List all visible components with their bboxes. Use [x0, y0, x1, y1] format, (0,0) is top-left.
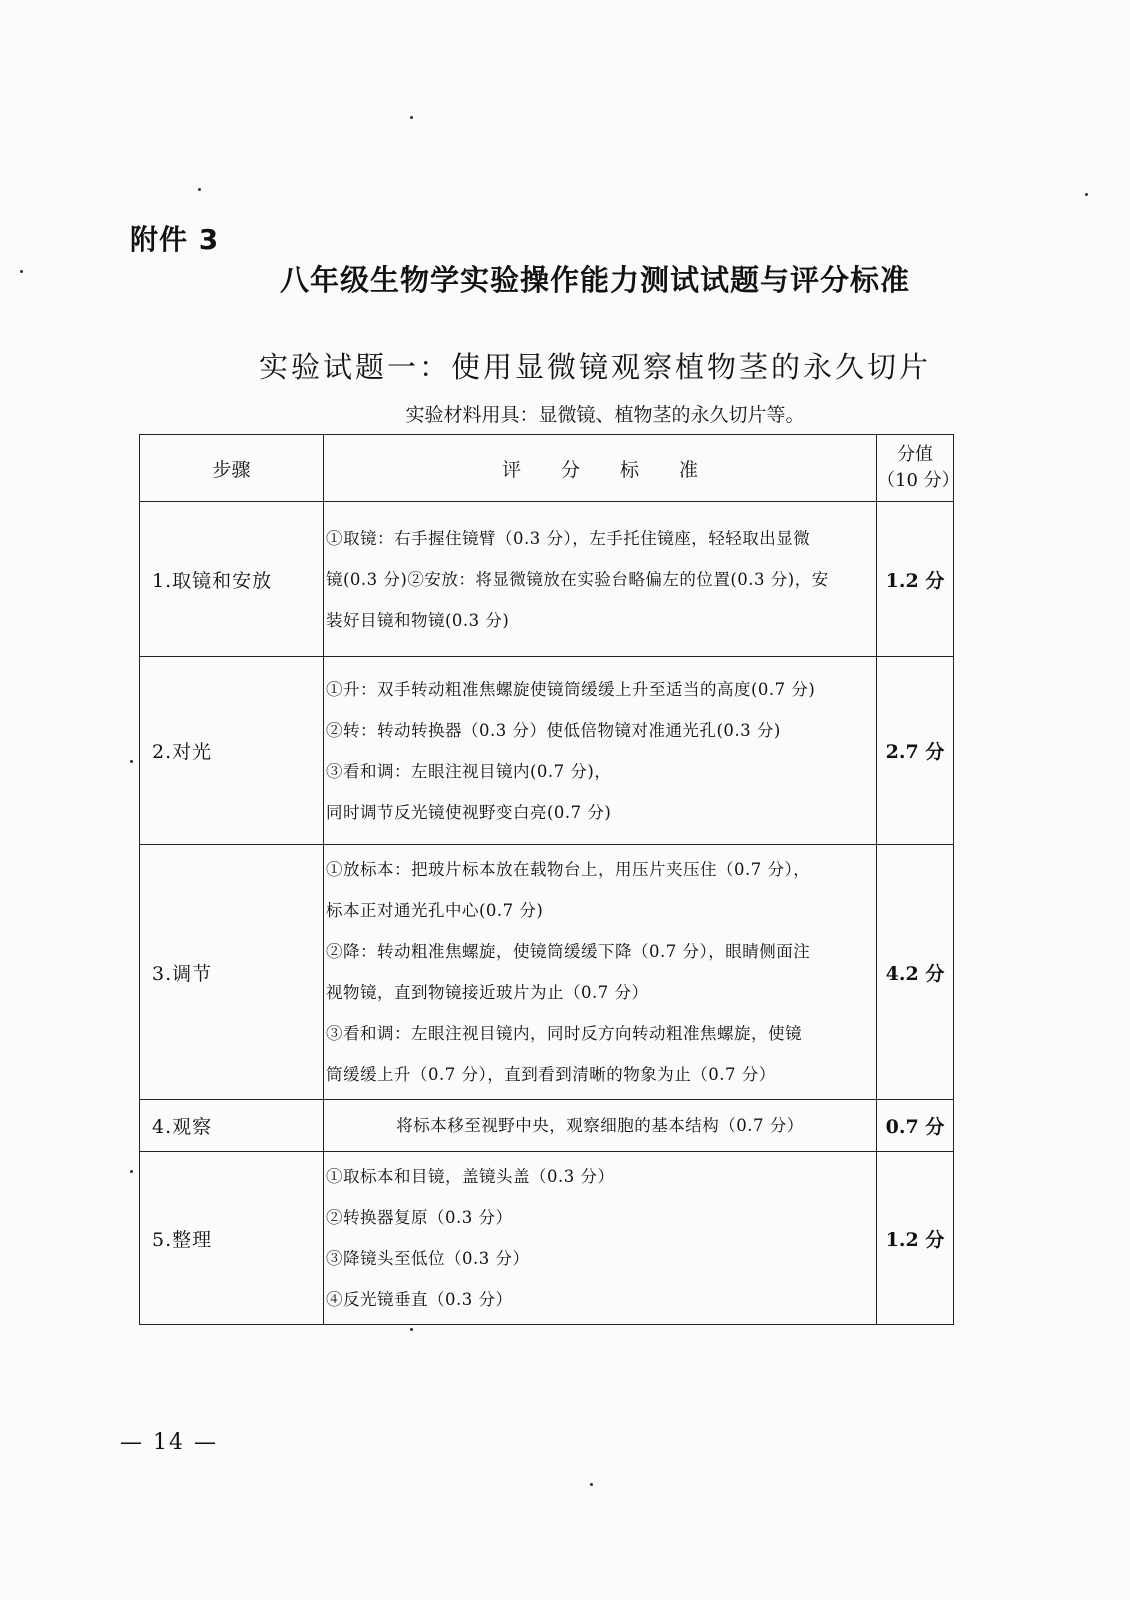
- step-cell: 2.对光: [140, 657, 324, 845]
- table-row: [140, 1100, 954, 1152]
- criteria-cell: [324, 1100, 877, 1152]
- header-score-line1: 分值: [897, 444, 933, 465]
- table-row: [140, 502, 954, 657]
- materials-line: 实验材料用具：显微镜、植物茎的永久切片等。: [405, 404, 805, 426]
- criteria-line: ①取标本和目镜，盖镜头盖（0.3 分）: [326, 1167, 615, 1186]
- criteria-line: 镜(0.3 分)②安放：将显微镜放在实验台略偏左的位置(0.3 分)，安: [326, 569, 829, 589]
- table-row: [140, 1152, 954, 1325]
- criteria-line: ②转：转动转换器（0.3 分）使低倍物镜对准通光孔(0.3 分): [326, 720, 781, 740]
- table-row: [140, 657, 954, 845]
- criteria-line: 视物镜，直到物镜接近玻片为止（0.7 分）: [326, 983, 649, 1002]
- page-number: — 14 —: [120, 1430, 218, 1455]
- scan-speck: [130, 1170, 133, 1173]
- criteria-line: ①放标本：把玻片标本放在载物台上，用压片夹压住（0.7 分），: [326, 860, 811, 879]
- attachment-label: 附件 3: [130, 223, 220, 256]
- criteria-line: 标本正对通光孔中心(0.7 分): [326, 901, 544, 920]
- criteria-line: ③看和调：左眼注视目镜内(0.7 分)，: [326, 761, 612, 781]
- experiment-title: 实验试题一：使用显微镜观察植物茎的永久切片: [258, 350, 931, 384]
- header-criteria: 评分标准: [324, 435, 877, 502]
- step-cell: 3.调节: [140, 845, 324, 1100]
- scan-speck: [590, 1483, 593, 1486]
- criteria-line: ①取镜：右手握住镜臂（0.3 分），左手托住镜座，轻轻取出显微: [326, 528, 811, 548]
- criteria-cell: [324, 657, 877, 845]
- scan-speck: [410, 116, 413, 119]
- criteria-line: ④反光镜垂直（0.3 分）: [326, 1290, 513, 1309]
- header-step: 步骤: [140, 435, 324, 502]
- score-cell: 4.2 分: [877, 845, 954, 1100]
- criteria-line: ②转换器复原（0.3 分）: [326, 1208, 513, 1227]
- scan-speck: [1085, 193, 1088, 196]
- criteria-line: 筒缓缓上升（0.7 分），直到看到清晰的物象为止（0.7 分）: [326, 1065, 776, 1084]
- step-cell: 1.取镜和安放: [140, 502, 324, 657]
- step-cell: 5.整理: [140, 1152, 324, 1325]
- criteria-cell: [324, 502, 877, 657]
- step-cell: 4.观察: [140, 1100, 324, 1152]
- scan-speck: [410, 1328, 413, 1331]
- score-cell: 0.7 分: [877, 1100, 954, 1152]
- table-row: [140, 845, 954, 1100]
- scan-speck: [198, 188, 201, 191]
- score-cell: 1.2 分: [877, 1152, 954, 1325]
- criteria-line: 将标本移至视野中央，观察细胞的基本结构（0.7 分）: [396, 1116, 804, 1135]
- criteria-line: ③看和调：左眼注视目镜内，同时反方向转动粗准焦螺旋，使镜: [326, 1024, 802, 1043]
- scoring-table: [139, 434, 960, 1325]
- score-cell: 2.7 分: [877, 657, 954, 845]
- table-header-row: [140, 435, 954, 502]
- criteria-line: ③降镜头至低位（0.3 分）: [326, 1249, 530, 1268]
- criteria-line: ②降：转动粗准焦螺旋，使镜筒缓缓下降（0.7 分），眼睛侧面注: [326, 942, 811, 961]
- document-title: 八年级生物学实验操作能力测试试题与评分标准: [279, 263, 910, 297]
- header-score-line2: （10 分）: [877, 470, 960, 491]
- header-score: [877, 435, 960, 502]
- criteria-line: ①升：双手转动粗准焦螺旋使镜筒缓缓上升至适当的高度(0.7 分): [326, 679, 816, 699]
- criteria-cell: [324, 845, 877, 1100]
- score-cell: 1.2 分: [877, 502, 954, 657]
- criteria-line: 同时调节反光镜使视野变白亮(0.7 分): [326, 802, 612, 822]
- scan-speck: [130, 760, 133, 763]
- criteria-line: 装好目镜和物镜(0.3 分): [326, 610, 510, 630]
- criteria-cell: [324, 1152, 877, 1325]
